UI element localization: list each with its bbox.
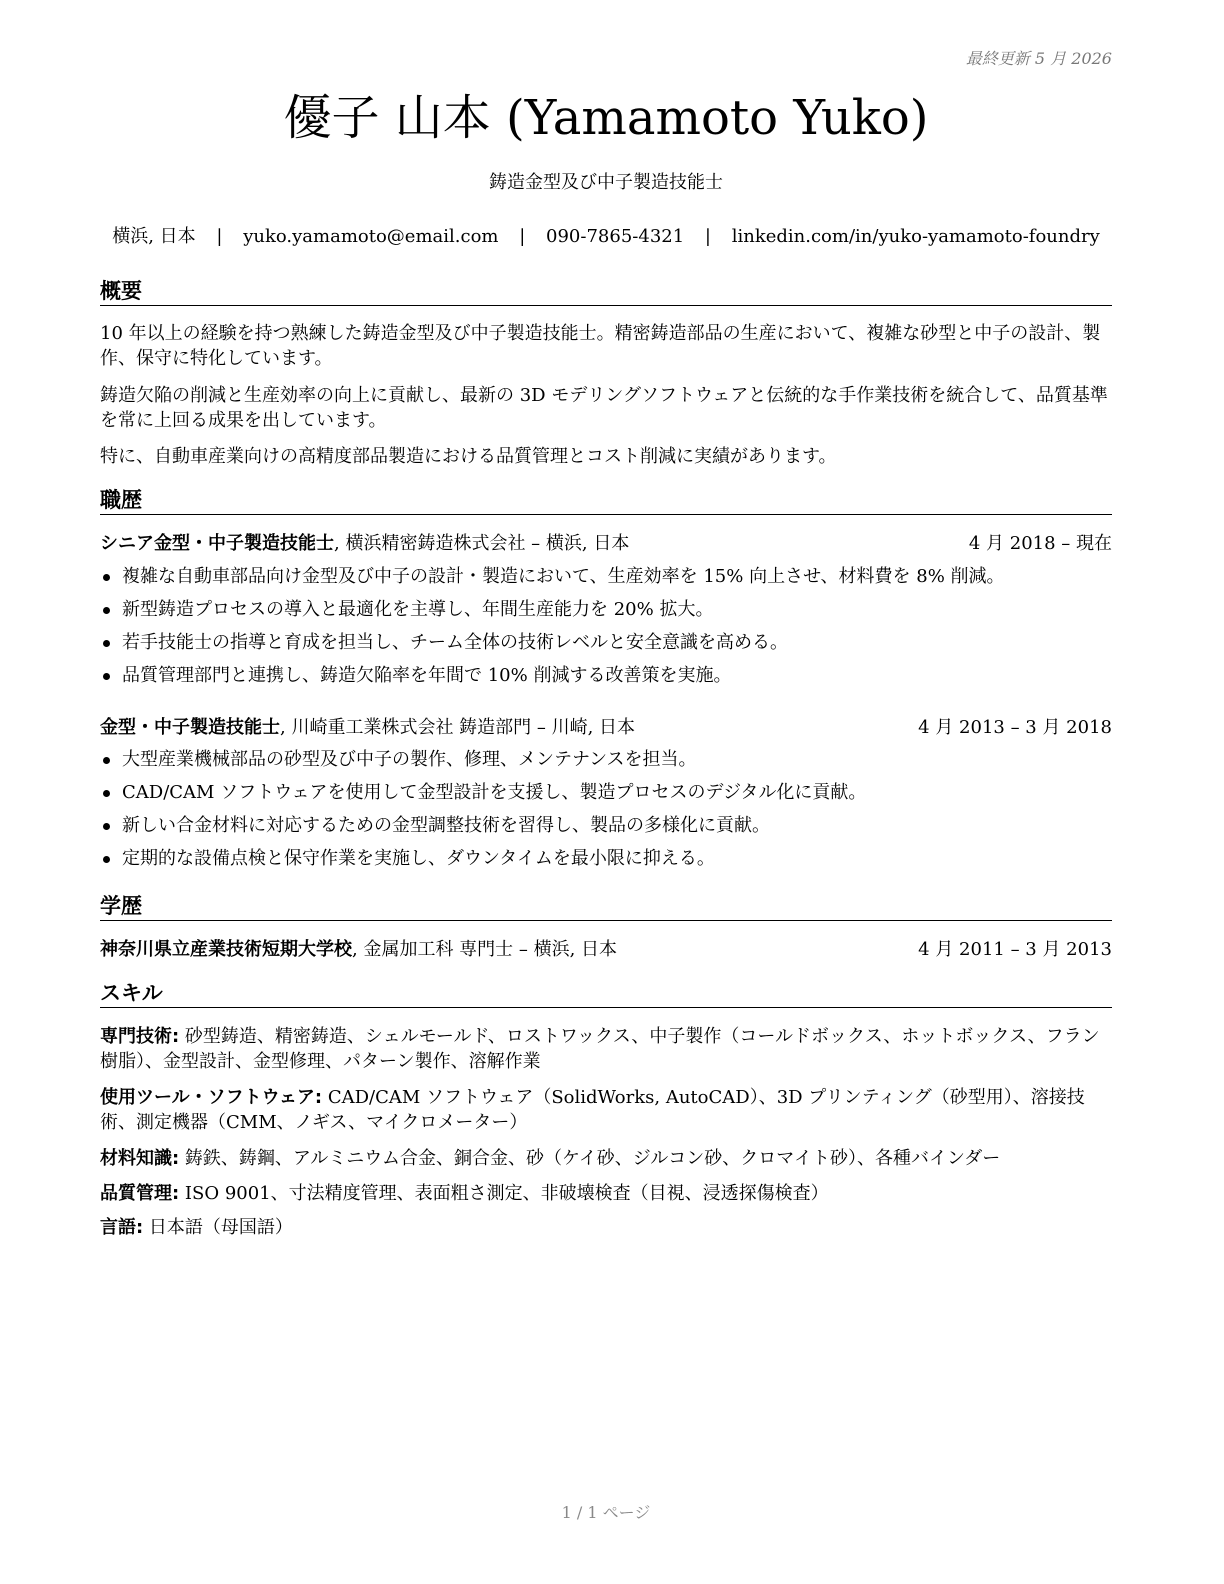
job-role: 金型・中子製造技能士 [100,717,280,738]
education-detail: , 金属加工科 専門士 – 横浜, 日本 [352,939,618,960]
skill-row [100,1215,1112,1240]
list-item: 品質管理部門と連携し、鋳造欠陥率を年間で 10% 削減する改善策を実施。 [100,663,1112,688]
list-item: 大型産業機械部品の砂型及び中子の製作、修理、メンテナンスを担当。 [100,747,1112,772]
list-item: 複雑な自動車部品向け金型及び中子の設計・製造において、生産効率を 15% 向上させ、材料費を 8% 削減。 [100,564,1112,589]
school-name: 神奈川県立産業技術短期大学校 [100,939,352,960]
job-date: 4 月 2013 – 3 月 2018 [918,717,1112,738]
skill-label: 専門技術: [100,1026,180,1047]
skill-text: 鋳鉄、鋳鋼、アルミニウム合金、銅合金、砂（ケイ砂、ジルコン砂、クロマイト砂）、各種バインダー [179,1148,1001,1169]
job-org: , 川崎重工業株式会社 鋳造部門 – 川崎, 日本 [280,717,636,738]
page-number: 1 / 1 ページ [561,1503,651,1522]
summary-paragraph: 鋳造欠陥の削減と生産効率の向上に貢献し、最新の 3D モデリングソフトウェアと伝統的な手作業技術を統合して、品質基準を常に上回る成果を出しています。 [100,385,1108,431]
contact-separator: | [216,226,223,247]
section-title-skills: スキル [100,979,1112,1008]
resume-page [100,0,1112,1584]
skill-label: 材料知識: [100,1148,180,1169]
list-item: 新型鋳造プロセスの導入と最適化を主導し、年間生産能力を 20% 拡大。 [100,597,1112,622]
list-item: CAD/CAM ソフトウェアを使用して金型設計を支援し、製造プロセスのデジタル化に貢献。 [100,780,1112,805]
list-item: 若手技能士の指導と育成を担当し、チーム全体の技術レベルと安全意識を高める。 [100,630,1112,655]
section-title-education: 学歴 [100,892,1112,921]
job-role: シニア金型・中子製造技能士 [100,533,334,554]
section-title-summary: 概要 [100,277,1112,306]
skill-text: CAD/CAM ソフトウェア（SolidWorks, AutoCAD）、3D プリンティング（砂型用）、溶接技術、測定機器（CMM、ノギス、マイクロメーター） [100,1087,1085,1133]
education-date: 4 月 2011 – 3 月 2013 [918,939,1112,960]
education-entry [100,937,1112,962]
list-item: 定期的な設備点検と保守作業を実施し、ダウンタイムを最小限に抑える。 [100,846,1112,871]
job-bullets [100,747,1112,879]
skill-text: 砂型鋳造、精密鋳造、シェルモールド、ロストワックス、中子製作（コールドボックス、ホットボックス、フラン樹脂）、金型設計、金型修理、パターン製作、溶解作業 [100,1026,1100,1072]
job-org: , 横浜精密鋳造株式会社 – 横浜, 日本 [334,533,630,554]
skill-text: 日本語（母国語） [143,1217,293,1238]
skill-row [100,1181,1112,1206]
list-item: 新しい合金材料に対応するための金型調整技術を習得し、製品の多様化に貢献。 [100,813,1112,838]
skill-label: 使用ツール・ソフトウェア: [100,1087,323,1108]
contact-location: 横浜, 日本 [112,226,196,247]
headline: 鋳造金型及び中子製造技能士 [489,172,723,193]
job-header [100,531,1112,556]
contact-email[interactable]: yuko.yamamoto@email.com [243,226,499,247]
summary-paragraph: 特に、自動車産業向けの高精度部品製造における品質管理とコスト削減に実績があります。 [100,446,837,467]
skill-text: ISO 9001、寸法精度管理、表面粗さ測定、非破壊検査（目視、浸透探傷検査） [179,1183,829,1204]
job-date: 4 月 2018 – 現在 [968,533,1112,554]
skill-row [100,1146,1112,1171]
contact-separator: | [704,226,711,247]
contact-linkedin[interactable]: linkedin.com/in/yuko-yamamoto-foundry [731,226,1100,247]
summary-paragraph: 10 年以上の経験を持つ熟練した鋳造金型及び中子製造技能士。精密鋳造部品の生産において、複雑な砂型と中子の設計、製作、保守に特化しています。 [100,323,1101,369]
skill-row [100,1024,1112,1074]
skill-label: 言語: [100,1217,144,1238]
contact-line [100,225,1112,249]
job-bullets [100,564,1112,696]
section-title-experience: 職歴 [100,486,1112,515]
contact-separator: | [519,226,526,247]
last-updated: 最終更新 5 月 2026 [965,49,1112,68]
skill-label: 品質管理: [100,1183,180,1204]
skill-row [100,1085,1112,1135]
contact-phone[interactable]: 090-7865-4321 [546,226,685,247]
candidate-name: 優子 山本 (Yamamoto Yuko) [283,90,929,146]
job-header [100,715,1112,740]
